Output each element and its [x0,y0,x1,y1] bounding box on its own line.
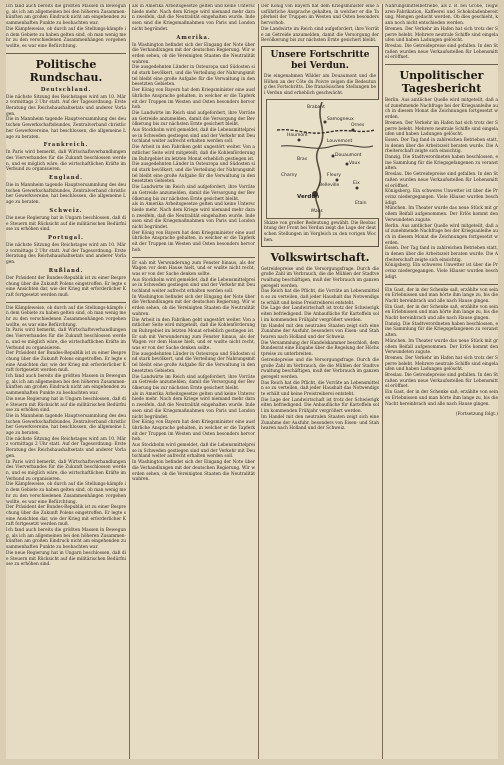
col1-paragraph-7c: Der Präsident der Bundes-Republik ist zu einer Besprechung über die Zukunft Polens eingetroffen. Er legte seine Ansichten dar, wie der Krieg mit erforderlicher Kraft fortgesetzt werden muß. [6,505,126,528]
verdun-intro: Die eingenahmen Wälder am Douaumont und die Höhen an der Côte du Poivre zeigen die Bedeutung des Fortschritts. Die französischen Stellungen bei Verdun sind erheblich geschwächt. [264,73,376,97]
map-place: Ornes [351,122,365,128]
col2-paragraph-4: Der König von Bayern hat dem Kriegsminister eine ausführliche Ansprache gehalten, in welcher er die Tapferkeit der Truppen im Westen und Osten besonders hervorhob. [132,88,255,111]
col3-paragraph-1b: Getreidepreise und die Versorgungsfrage. Durch die große Zahl im Verbrauch, die die Mühlen der Stadtverwaltung beschäftigen, muß der Verbrauch im ganzen geregelt werden. [261,357,379,380]
col3-paragraph-3: Die Lage der Landwirtschaft ist trotz der Schwierigkeiten befriedigend. Die Anbaufläche für Kartoffeln soll im kommenden Frühjahr vergrößert werden. [261,306,379,323]
column-rule [258,4,259,759]
divider [132,257,255,258]
map-place-verdun: Verdun [297,193,320,200]
col1-paragraph-6b: Die neue Regierung hat in Ungarn beschlossen, daß die Steuern mit Rücksicht auf die militärischen Bedürfnisse zu erhöhen sind. [6,396,126,414]
verdun-map-svg [267,100,379,218]
subhead-deutschland: Deutschland. [40,86,92,93]
col2-paragraph-6b: Aus Stockholm wird gemeldet, daß die Lebensmittelpreise in Schweden gestiegen sind und der Verkehr mit Deutschland weiter aufrecht erhalten werden soll. [132,277,255,295]
continuation-note: (Fortsetzung folgt.) [455,411,498,417]
map-place: Samogneux [327,116,354,122]
map-place: Brabant [307,104,325,110]
subhead-frankreich: Frankreich. [43,142,89,149]
column-2 [132,4,255,483]
col1-paragraph-7b: Der Präsident der Bundes-Republik ist zu einer Besprechung über die Zukunft Polens eingetroffen. Er legte seine Ansichten dar, wie der Krieg mit erforderlicher Kraft fortgesetzt werden muß. [6,351,126,374]
col4-paragraph-2: Bremen. Der Verkehr im Hafen hat sich trotz der Sperre belebt. Mehrere neutrale Schiffe sind eingelaufen und haben Ladungen gelöscht. [385,120,498,138]
col4-paragraph-0b: Bremen. Der Verkehr im Hafen hat sich trotz der Sperre belebt. Mehrere neutrale Schiffe sind eingelaufen und haben Ladungen gelöscht. [385,26,498,44]
col2-paragraph-6c: Aus Stockholm wird gemeldet, daß die Lebensmittelpreise in Schweden gestiegen sind und der Verkehr mit Deutschland weiter aufrecht erhalten werden soll. [132,443,255,460]
col4-paragraph-8: Ein Gast, der in der Schenke saß, erzählte von seinen Erlebnissen und man hörte ihm lange zu, bis die Nacht hereinbrach und alle nach Hause gingen. [385,287,498,304]
col4-paragraph-8b: Ein Gast, der in der Schenke saß, erzählte von seinen Erlebnissen und man hörte ihm lange zu, bis die Nacht hereinbrach und alle nach Hause gingen. [385,304,498,322]
col2-paragraph-2: In Washington befindet sich der Eingang der Note über die Verhandlungen mit der deutschen Regierung. Wir werden sehen, ob die Vereinigten Staaten die Neutralität wahren. [132,42,255,65]
col4-paragraph-5: Breslau. Die Getreidepreise sind gefallen. In den Straßen wurden neue Verkaufsstellen für Lebensmittel eröffnet. [385,172,498,189]
col1-paragraph-1b: Ich fand auch bereits die größten Massen in Bewegung, als ich am allgemeinen bei den höheren Zusammen-künften am großen Eindruck nicht am eingehenden zusammenhaften Punkte zu beobachten war. [6,374,126,397]
col4-paragraph-0: Nahrungsmittelbetriebe, als z. B. bei Grobe, Teigwaren-Fabrikation, Kaffeerei und Schokoladenbereitung, Mengen gedacht werden. Ob dies geschieht, kann noch nicht entschieden werden. [385,4,498,27]
map-place: Douaumont [335,152,362,158]
map-place: Maas [311,208,323,214]
verdun-caption: Skizze von großer Bedeutung gewählt. Die Beobachtung der Front bei Verdun zeigt die Lage der deutschen Stellungen im Vergleich zu den vorigen Wochen. [264,220,376,243]
subhead-portugal: Portugal. [48,234,84,241]
map-place: Charny [281,172,298,178]
col1-paragraph-4c: Die in Mannheim tagende Hauptversammlung des deutschen Gewerkschaftsbundes, Zentralverband christlicher Gewerkvereine, hat beschlossen, die allgemeine Lage zu beraten. [6,413,126,437]
col1-paragraph-5b: In Paris wird bemerkt, daß Wirtschaftsverhandlungen des Vierverbandes für die Zukunft beschlossen werden, und es möglich wäre, die wirtschaftlichen Kräfte im Verbund zu organisieren. [6,328,126,351]
col3-paragraph-5: Die Versammlung der Handelskammer beschloß, dem Bundesrat eine Eingabe über die Regelung der Höchstpreise zu unterbreiten. [261,340,379,358]
col1-paragraph-4: Die in Mannheim tagende Hauptversammlung des deutschen Gewerkschaftsbundes, Zentralverband christlicher Gewerkvereine, hat beschlossen, die allgemeine Lage zu beraten. [6,117,126,140]
divider [6,53,126,54]
col4-paragraph-4b: Danzig. Die Stadtverordneten haben beschlossen, eine Sammlung für die Kriegsgefangenen zu veranstalten. [385,321,498,339]
column-rule [129,4,130,759]
col4-paragraph-0c: Breslau. Die Getreidepreise sind gefallen. In den Straßen wurden neue Verkaufsstellen für Lebensmittel eröffnet. [385,43,498,61]
col2-paragraph-4b: Der König von Bayern hat dem Kriegsminister eine ausführliche Ansprache gehalten, in welcher er die Tapferkeit der Truppen im Westen und Osten besonders hervorhob. [132,230,255,253]
subhead-russland: Rußland. [48,267,84,274]
map-place: Haumont [287,132,308,138]
col1-paragraph-5c: In Paris wird bemerkt, daß Wirtschaftsverhandlungen des Vierverbandes für die Zukunft beschlossen werden, und es möglich wäre, die wirtschaftlichen Kräfte im Verbund zu organisieren. [6,459,126,482]
col2-paragraph-3: Die ausgedehnten Länder in Osteuropa und Südosten sind stark bevölkert, und die Verteilung der Nahrungsmittel bleibt eine große Aufgabe für die Verwaltung in den besetzten Gebieten. [132,65,255,88]
col2-paragraph-5c: Die Landwirte im Reich sind aufgefordert, ihre Vorräte an Getreide anzumelden, damit die Versorgung der Bevölkerung bis zur nächsten Ernte gesichert bleibt. [132,374,255,391]
map-place: Etain [355,200,367,206]
col1-paragraph-6c: Die neue Regierung hat in Ungarn beschlossen, daß die Steuern mit Rücksicht auf die militärischen Bedürfnisse zu erhöhen sind. [6,550,126,568]
col2-paragraph-5: Die Landwirte im Reich sind aufgefordert, ihre Vorräte an Getreide anzumelden, damit die Versorgung der Bevölkerung bis zur nächsten Ernte gesichert bleibt. [132,110,255,128]
col4-paragraph-3: Essen. Der Tag fand in zahlreichen Betrieben statt, in denen über die Arbeitszeit beraten wurde. Die Arbeiterschaft zeigte sich einsichtig. [385,137,498,155]
column-4 [385,4,498,421]
subhead-amerika: Amerika. [176,34,211,41]
col1-paragraph-5: In Paris wird bemerkt, daß Wirtschaftsverhandlungen des Vierverbandes für die Zukunft beschlossen werden, und es möglich wäre, die wirtschaftlichen Kräfte im Verbund zu organisieren. [6,150,126,173]
col3-paragraph-4: Im Handel mit den neutralen Staaten zeigt sich eine Zunahme der Ausfuhr, besonders von Eisen- und Stahlwaren nach Holland und der Schweiz. [261,323,379,340]
col2-paragraph-1c: als in Amerika Arbeitsgesetze gelten und keine Unterschiede mehr. Nach dem Kriege wird niemand mehr daran zweifeln, daß die Neutralität eingehalten wurde. Indessen sind die Kriegsmaßnahmen von Paris und London nicht begründet. [132,391,255,420]
col2-paragraph-5b: Die Landwirte im Reich sind aufgefordert, ihre Vorräte an Getreide anzumelden, damit die Versorgung der Bevölkerung bis zur nächsten Ernte gesichert bleibt. [132,185,255,202]
col2-paragraph-3b: Die ausgedehnten Länder in Osteuropa und Südosten sind stark bevölkert, und die Verteilung der Nahrungsmittel bleibt eine große Aufgabe für die Verwaltung in den besetzten Gebieten. [132,162,255,185]
col2-paragraph-7: Die Arbeit in den Fabriken geht ungestört weiter. Von amtlicher Seite wird mitgeteilt, daß die Kohlenförderung im Ruhrgebiet im letzten Monat erheblich gestiegen ist. [132,145,255,162]
col3-paragraph-1: Getreidepreise und die Versorgungsfrage. Durch die große Zahl im Verbrauch, die die Mühlen der Stadtverwaltung beschäftigen, muß der Verbrauch im ganzen geregelt werden. [261,266,379,289]
col1-paragraph-1c: Ich fand auch bereits die größten Massen in Bewegung, als ich am allgemeinen bei den höheren Zusammen-künften am großen Eindruck nicht am eingehenden zusammenhaften Punkte zu beobachten war. [6,528,126,551]
col2-paragraph-3c: Die ausgedehnten Länder in Osteuropa und Südosten sind stark bevölkert, und die Verteilung der Nahrungsmittel bleibt eine große Aufgabe für die Verwaltung in den besetzten Gebieten. [132,351,255,374]
col1-paragraph-2: Die Kämpfeweise, ob durch auf die Stellungs-kämpfe in dem Gebiete zu haben gelten sind, ob man wenig mehr zu den verschiedenen Zusammenhängen vorgehen wollte, es war eine Befürchtung. [6,26,126,49]
col4-paragraph-6b: Königsberg. Ein schweres Unwetter ist über die Provinz niedergegangen. Viele Häuser wurden beschädigt. [385,263,498,280]
col1-paragraph-3c: Die nächste Sitzung des Reichstages wird am 10. März vormittags 2 Uhr statt. Auf der Tagesordnung: Erste Beratung des Reichshaushaltsetats und anderer Vorlagen. [6,436,126,459]
col2-paragraph-1: als in Amerika Arbeitsgesetze gelten und keine Unterschiede mehr. Nach dem Kriege wird niemand mehr daran zweifeln, daß die Neutralität eingehalten wurde. Indessen sind die Kriegsmaßnahmen von Paris und London nicht begründet. [132,4,255,32]
headline-verdun: Unsere Fortschritte bei Verdun. [270,49,370,71]
col4-paragraph-2b: Bremen. Der Verkehr im Hafen hat sich trotz der Sperre belebt. Mehrere neutrale Schiffe sind eingelaufen und haben Ladungen gelöscht. [385,355,498,373]
column-1 [6,4,126,568]
col1-paragraph-7: Der Präsident der Bundes-Republik ist zu einer Besprechung über die Zukunft Polens eingetroffen. Er legte seine Ansichten dar, wie der Krieg mit erforderlicher Kraft fortgesetzt werden muß. [6,275,126,298]
col3-paragraph-3b: Die Lage der Landwirtschaft ist trotz der Schwierigkeiten befriedigend. Die Anbaufläche für Kartoffeln soll im kommenden Frühjahr vergrößert werden. [261,397,379,415]
map-place: Vaux [349,160,361,166]
col1-paragraph-1: Ich fand auch bereits die größten Massen in Bewegung, als ich am allgemeinen bei den höheren Zusammen-künften am großen Eindruck nicht am eingehenden zusammenhaften Punkte zu beobachten war. [6,4,126,27]
col4-paragraph-5b: Breslau. Die Getreidepreise sind gefallen. In den Straßen wurden neue Verkaufsstellen für Lebensmittel eröffnet. [385,373,498,390]
col2-paragraph-7b: Die Arbeit in den Fabriken geht ungestört weiter. Von amtlicher Seite wird mitgeteilt, daß die Kohlenförderung im Ruhrgebiet im letzten Monat erheblich gestiegen ist. [132,317,255,334]
col2-paragraph-6: Aus Stockholm wird gemeldet, daß die Lebensmittelpreise in Schweden gestiegen sind und der Verkehr mit Deutschland weiter aufrecht erhalten werden soll. [132,128,255,145]
col4-paragraph-6: Königsberg. Ein schweres Unwetter ist über die Provinz niedergegangen. Viele Häuser wurden beschädigt. [385,189,498,206]
col1-paragraph-2b: Die Kämpfeweise, ob durch auf die Stellungs-kämpfe in dem Gebiete zu haben gelten sind, ob man wenig mehr zu den verschiedenen Zusammenhängen vorgehen wollte, es war eine Befürchtung. [6,305,126,328]
verdun-box [261,46,379,247]
verdun-map [266,99,379,219]
divider [385,284,498,285]
subhead-england: England. [49,175,83,182]
map-place: Eix [353,180,360,186]
headline-tagesbericht: Unpolitischer Tagesbericht [399,69,484,96]
newspaper-page [6,4,498,759]
col4-paragraph-1: Berlin. Aus amtlicher Quelle wird mitgeteilt, daß auf zunehmende Nachfrage bei der Kriegsanleihe auch in diesem Monat die Zeichnungen fortgesetzt werden. [385,98,498,121]
column-rule [382,4,383,759]
col2-paragraph-2c: In Washington befindet sich der Eingang der Note über die Verhandlungen mit der deutschen Regierung. Wir werden sehen, ob die Vereinigten Staaten die Neutralität wahren. [132,460,255,483]
col4-paragraph-7: München. Im Theater wurde das neue Stück mit großem Beifall aufgenommen. Der Erlös kommt den Verwundeten zugute. [385,206,498,223]
col1-paragraph-4b: Die in Mannheim tagende Hauptversammlung des deutschen Gewerkschaftsbundes, Zentralverband christlicher Gewerkvereine, hat beschlossen, die allgemeine Lage zu beraten. [6,183,126,206]
col3-paragraph-4b: Im Handel mit den neutralen Staaten zeigt sich eine Zunahme der Ausfuhr, besonders von Eisen- und Stahlwaren nach Holland und der Schweiz. [261,414,379,432]
col2-paragraph-2b: In Washington befindet sich der Eingang der Note über die Verhandlungen mit der deutschen Regierung. Wir werden sehen, ob die Vereinigten Staaten die Neutralität wahren. [132,294,255,317]
col1-paragraph-6: Die neue Regierung hat in Ungarn beschlossen, daß die Steuern mit Rücksicht auf die militärischen Bedürfnisse zu erhöhen sind. [6,215,126,233]
col2-paragraph-8b: Er sah mit Verwunderung zum Fenster hinaus, als der Wagen vor dem Hause hielt, und er wußte nicht recht, was er von der Sache denken sollte. [132,334,255,352]
map-place: Fleury [327,172,341,178]
col4-paragraph-4: Danzig. Die Stadtverordneten haben beschlossen, eine Sammlung für die Kriegsgefangenen zu veranstalten. [385,155,498,172]
column-3 [261,4,379,432]
col3-paragraph-top: Der König von Bayern hat dem Kriegsminister eine ausführliche Ansprache gehalten, in welcher er die Tapferkeit der Truppen im Westen und Osten besonders hervorhob. [261,4,379,27]
col1-paragraph-2c: Die Kämpfeweise, ob durch auf die Stellungs-kämpfe in dem Gebiete zu haben gelten sind, ob man wenig mehr zu den verschiedenen Zusammenhängen vorgehen wollte, es war eine Befürchtung. [6,482,126,505]
col1-paragraph-3b: Die nächste Sitzung des Reichstages wird am 10. März vormittags 2 Uhr statt. Auf der Tagesordnung: Erste Beratung des Reichshaushaltsetats und anderer Vorlagen. [6,242,126,266]
col3-paragraph-2: Das Reich hat die Pflicht, die Vorräte an Lebensmitteln so zu verteilen, daß jeder Haushalt das Notwendigste erhält und keine Preistreiberei entsteht. [261,289,379,306]
col2-paragraph-1b: als in Amerika Arbeitsgesetze gelten und keine Unterschiede mehr. Nach dem Kriege wird niemand mehr daran zweifeln, daß die Neutralität eingehalten wurde. Indessen sind die Kriegsmaßnahmen von Paris und London nicht begründet. [132,202,255,231]
map-place: Louvemont [327,138,353,144]
map-place: Bras [297,156,308,162]
col1-paragraph-3: Die nächste Sitzung des Reichstages wird am 10. März vormittags 2 Uhr statt. Auf der Tagesordnung: Erste Beratung des Reichshaushaltsetats und anderer Vorlagen. [6,94,126,117]
headline-politische-rundschau: Politische Rundschau. [29,57,103,84]
col4-paragraph-1b: Berlin. Aus amtlicher Quelle wird mitgeteilt, daß auf zunehmende Nachfrage bei der Kriegsanleihe auch in diesem Monat die Zeichnungen fortgesetzt werden. [385,223,498,246]
divider [385,64,498,65]
col2-paragraph-8: Er sah mit Verwunderung zum Fenster hinaus, als der Wagen vor dem Hause hielt, und er wußte nicht recht, was er von der Sache denken sollte. [132,260,255,277]
divider [6,302,126,303]
col4-paragraph-8c: Ein Gast, der in der Schenke saß, erzählte von seinen Erlebnissen und man hörte ihm lange zu, bis die Nacht hereinbrach und alle nach Hause gingen. [385,390,498,407]
map-place: Belleville [319,182,340,188]
col2-paragraph-4c: Der König von Bayern hat dem Kriegsminister eine ausführliche Ansprache gehalten, in welcher er die Tapferkeit der Truppen im Westen und Osten besonders hervorhob. [132,420,255,443]
subhead-schweiz: Schweiz. [49,207,83,214]
col3-paragraph-top2: Die Landwirte im Reich sind aufgefordert, ihre Vorräte an Getreide anzumelden, damit die Versorgung der Bevölkerung bis zur nächsten Ernte gesichert bleibt. [261,26,379,44]
headline-volkswirtschaft: Volkswirtschaft. [270,250,370,264]
col4-paragraph-7b: München. Im Theater wurde das neue Stück mit großem Beifall aufgenommen. Der Erlös kommt den Verwundeten zugute. [385,338,498,356]
col3-paragraph-2b: Das Reich hat die Pflicht, die Vorräte an Lebensmitteln so zu verteilen, daß jeder Haushalt das Notwendigste erhält und keine Preistreiberei entsteht. [261,380,379,398]
col4-paragraph-3b: Essen. Der Tag fand in zahlreichen Betrieben statt, in denen über die Arbeitszeit beraten wurde. Die Arbeiterschaft zeigte sich einsichtig. [385,246,498,263]
